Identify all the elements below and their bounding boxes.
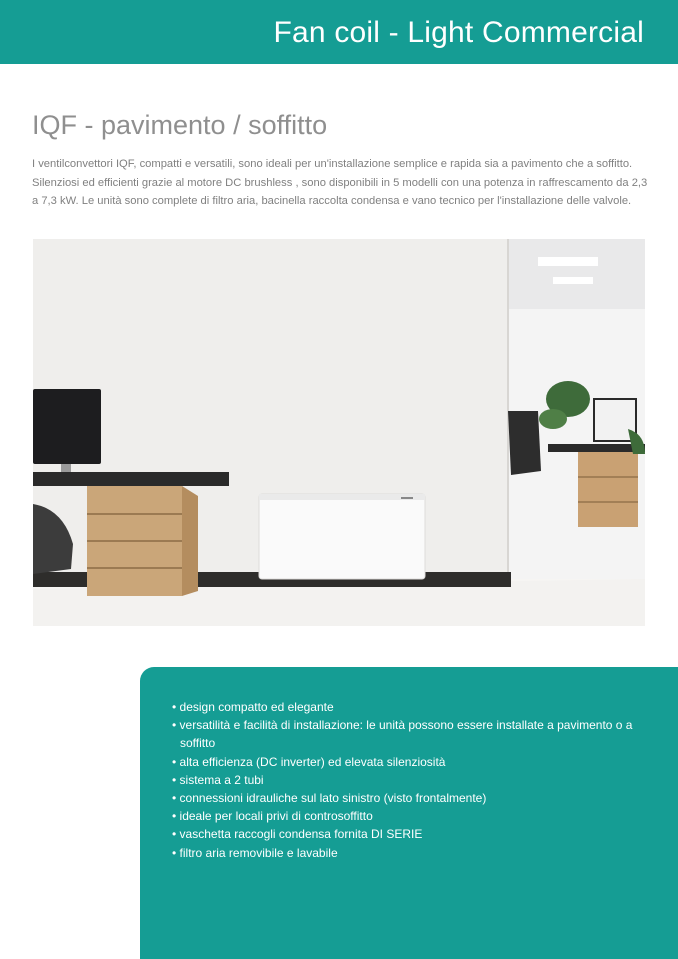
page-header <box>0 0 678 64</box>
feature-item: • versatilità e facilità di installazione: le unità possono essere installate a pavimento o a soffitto <box>172 716 652 752</box>
feature-item: • filtro aria removibile e lavabile <box>172 844 652 862</box>
product-photo <box>33 239 645 626</box>
header-title: Fan coil - Light Commercial <box>273 16 644 49</box>
desk-top <box>33 472 229 486</box>
product-title: IQF - pavimento / soffitto <box>32 110 328 140</box>
feature-item: • vaschetta raccogli condensa fornita DI SERIE <box>172 825 652 843</box>
features-list <box>172 698 652 862</box>
product-intro: I ventilconvettori IQF, compatti e versatili, sono ideali per un'installazione semplice e rapida sia a pavimento che a soffitto. Silenziosi ed efficienti grazie al motore DC brushless , sono disponibili in 5 modelli con una potenza in raffrescamento da 2,3 a 7,3 kW. Le unità sono complete di filtro aria, bacinella raccolta condensa e vano tecnico per l'installazione delle valvole. <box>32 158 648 207</box>
feature-item: • design compatto ed elegante <box>172 698 652 716</box>
feature-item: • sistema a 2 tubi <box>172 771 652 789</box>
feature-item: • ideale per locali privi di controsoffitto <box>172 807 652 825</box>
monitor <box>33 389 101 464</box>
back-chair <box>508 411 541 475</box>
ceiling-light <box>538 257 598 266</box>
feature-item: • connessioni idrauliche sul lato sinistro (visto frontalmente) <box>172 789 652 807</box>
feature-item: • alta efficienza (DC inverter) ed elevata silenziosità <box>172 753 652 771</box>
features-panel <box>140 667 678 959</box>
fan-coil-unit <box>259 494 425 579</box>
